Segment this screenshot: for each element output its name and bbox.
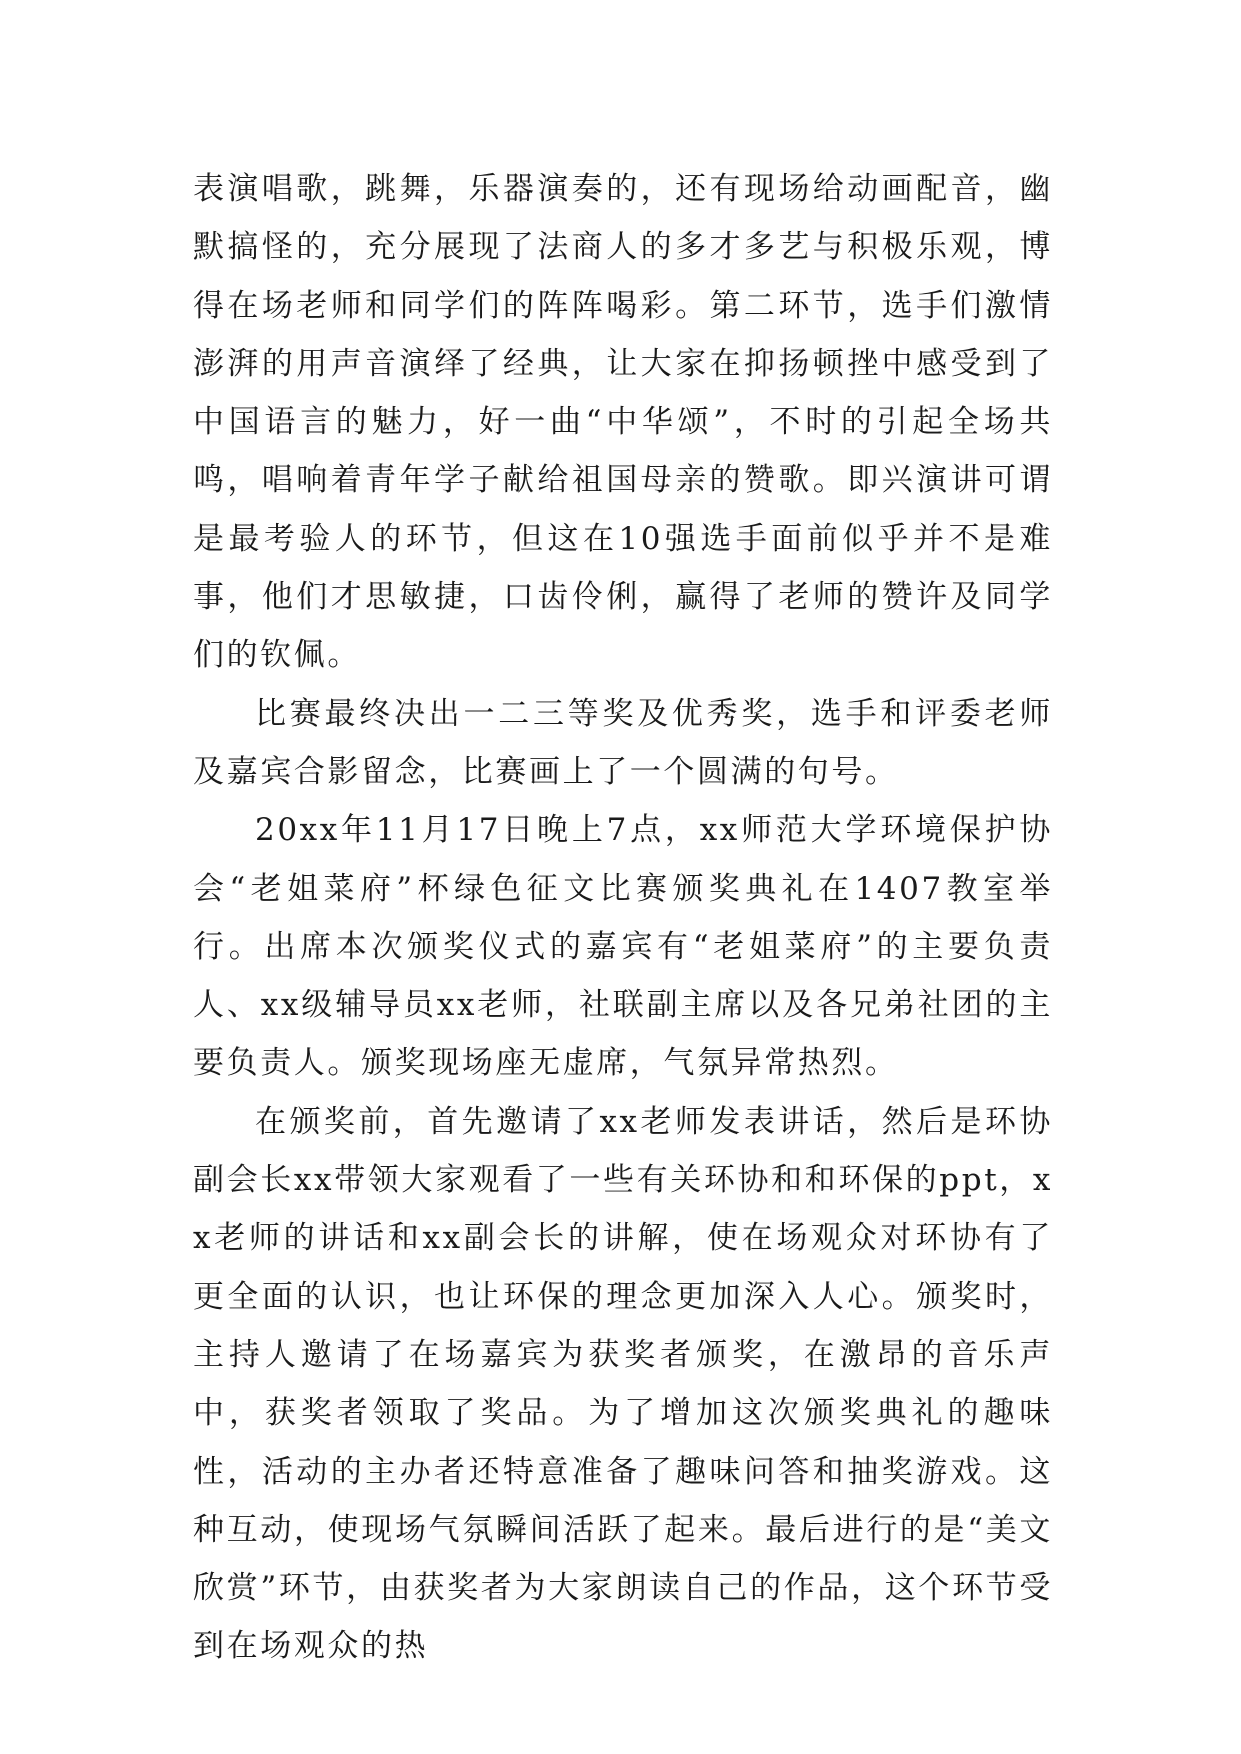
- paragraph-4: 在颁奖前，首先邀请了xx老师发表讲话，然后是环协副会长xx带领大家观看了一些有关环协和和环保的ppt，xx老师的讲话和xx副会长的讲解，使在场观众对环协有了更全面的认识，也让环保的理念更加深入人心。颁奖时，主持人邀请了在场嘉宾为获奖者颁奖，在激昂的音乐声中，获奖者领取了奖品。为了增加这次颁奖典礼的趣味性，活动的主办者还特意准备了趣味问答和抽奖游戏。这种互动，使现场气氛瞬间活跃了起来。最后进行的是“美文欣赏”环节，由获奖者为大家朗读自己的作品，这个环节受到在场观众的热: [193, 1103, 1053, 1665]
- paragraph-2: 比赛最终决出一二三等奖及优秀奖，选手和评委老师及嘉宾合影留念，比赛画上了一个圆满的句号。: [193, 695, 1053, 790]
- paragraph-1: 表演唱歌，跳舞，乐器演奏的，还有现场给动画配音，幽默搞怪的，充分展现了法商人的多才多艺与积极乐观，博得在场老师和同学们的阵阵喝彩。第二环节，选手们激情澎湃的用声音演绎了经典，让大家在抑扬顿挫中感受到了中国语言的魅力，好一曲“中华颂”，不时的引起全场共鸣，唱响着青年学子献给祖国母亲的赞歌。即兴演讲可谓是最考验人的环节，但这在10强选手面前似乎并不是难事，他们才思敏捷，口齿伶俐，赢得了老师的赞许及同学们的钦佩。: [193, 171, 1053, 674]
- document-body: [193, 160, 1053, 1676]
- paragraph-3: 20xx年11月17日晚上7点，xx师范大学环境保护协会“老姐菜府”杯绿色征文比赛颁奖典礼在1407教室举行。出席本次颁奖仪式的嘉宾有“老姐菜府”的主要负责人、xx级辅导员xx老师，社联副主席以及各兄弟社团的主要负责人。颁奖现场座无虚席，气氛异常热烈。: [193, 812, 1053, 1082]
